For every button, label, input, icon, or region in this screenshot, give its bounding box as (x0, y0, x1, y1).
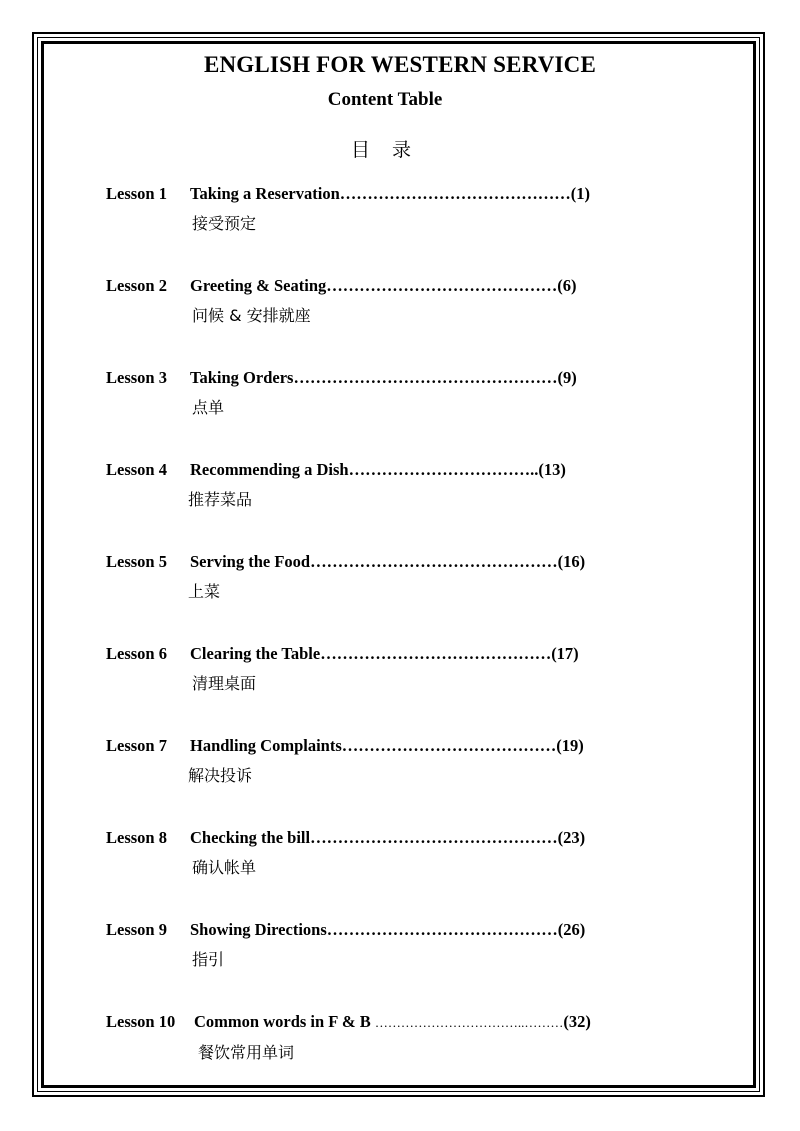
lesson-chinese-title: 上菜 (188, 582, 221, 601)
toc-entry-lesson-9[interactable] (106, 920, 706, 970)
toc-entry-line (106, 460, 706, 480)
leader-dots: ……………………………………… (310, 552, 558, 571)
toc-entry-lesson-10[interactable] (106, 1012, 706, 1063)
toc-entry-line (106, 920, 706, 940)
lesson-number: Lesson 4 (106, 460, 167, 479)
toc-entry-lesson-3[interactable] (106, 368, 706, 418)
lesson-number: Lesson 9 (106, 920, 167, 939)
lesson-chinese-title: 餐饮常用单词 (198, 1043, 295, 1062)
lesson-title: Clearing the Table (190, 644, 321, 663)
toc-entry-line (106, 276, 706, 296)
leader-dots: …………………………………… (326, 920, 558, 939)
page-number: (13) (538, 460, 566, 479)
toc-entry-line (106, 552, 706, 572)
leader-dots: …………………………………… (326, 276, 558, 295)
leader-dots: …………………………….. (348, 460, 539, 479)
lesson-title: Showing Directions (190, 920, 327, 939)
toc-entry-lesson-7[interactable] (106, 736, 706, 786)
lesson-chinese-title: 确认帐单 (192, 858, 257, 877)
page-number: (16) (557, 552, 586, 571)
toc-entry-lesson-5[interactable] (106, 552, 706, 602)
lesson-title: Handling Complaints (190, 736, 342, 755)
toc-entry-lesson-2[interactable] (106, 276, 706, 326)
page-number: (32) (563, 1012, 591, 1031)
toc-entry-line (106, 368, 706, 388)
lesson-title: Taking a Reservation (190, 184, 340, 203)
lesson-chinese-title: 推荐菜品 (188, 490, 253, 509)
leader-dots: …………………………………… (339, 184, 571, 203)
lesson-number: Lesson 6 (106, 644, 167, 663)
page-number: (6) (557, 276, 577, 295)
lesson-title: Common words in F & B (194, 1012, 371, 1031)
lesson-title: Serving the Food (190, 552, 311, 571)
page-number: (9) (557, 368, 577, 387)
toc-entry-line (106, 736, 706, 756)
lesson-chinese-title: 点单 (192, 398, 225, 417)
page-number: (23) (557, 828, 586, 847)
lesson-number: Lesson 3 (106, 368, 167, 387)
toc-entry-line (106, 828, 706, 848)
document-subtitle: Content Table (327, 89, 443, 110)
lesson-chinese-title: 问候 & 安排就座 (192, 306, 311, 325)
lesson-chinese-title: 接受预定 (192, 214, 257, 233)
toc-entry-lesson-6[interactable] (106, 644, 706, 694)
lesson-chinese-title: 指引 (192, 950, 225, 969)
document-title: ENGLISH FOR WESTERN SERVICE (203, 52, 597, 77)
lesson-number: Lesson 1 (106, 184, 167, 203)
chinese-contents-heading: 目 录 (350, 139, 420, 161)
page-number: (1) (570, 184, 590, 203)
lesson-number: Lesson 8 (106, 828, 167, 847)
leader-dots: ……………………………..……… (374, 1015, 564, 1030)
toc-entry-lesson-8[interactable] (106, 828, 706, 878)
toc-entry-lesson-1[interactable] (106, 184, 706, 234)
toc-entry-lesson-4[interactable] (106, 460, 706, 510)
lesson-chinese-title: 清理桌面 (192, 674, 257, 693)
toc-entry-line (106, 184, 706, 204)
lesson-title: Greeting & Seating (190, 276, 327, 295)
page-number: (26) (557, 920, 586, 939)
toc-entry-line (106, 1012, 706, 1033)
lesson-title: Checking the bill (190, 828, 311, 847)
lesson-number: Lesson 7 (106, 736, 167, 755)
toc-entry-line (106, 644, 706, 664)
lesson-number: Lesson 10 (106, 1012, 176, 1031)
leader-dots: ………………………………… (341, 736, 557, 755)
lesson-title: Taking Orders (190, 368, 294, 387)
lesson-number: Lesson 2 (106, 276, 167, 295)
page-number: (19) (556, 736, 584, 755)
leader-dots: ………………………………………… (293, 368, 558, 387)
lesson-title: Recommending a Dish (190, 460, 349, 479)
leader-dots: ……………………………………… (310, 828, 558, 847)
lesson-number: Lesson 5 (106, 552, 167, 571)
lesson-chinese-title: 解决投诉 (188, 766, 253, 785)
page-number: (17) (551, 644, 579, 663)
leader-dots: …………………………………… (320, 644, 552, 663)
